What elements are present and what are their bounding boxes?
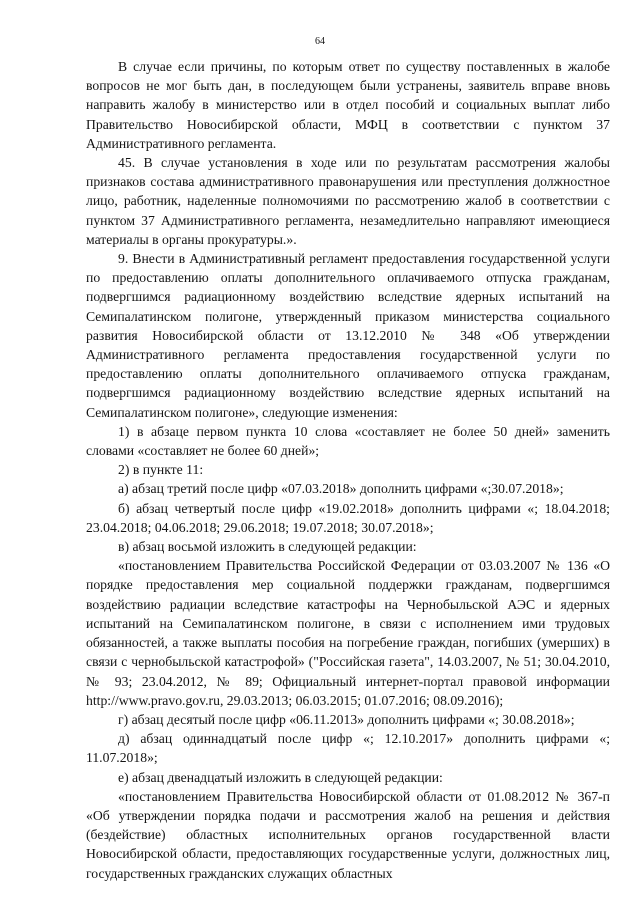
page-number: 64 — [315, 36, 325, 47]
paragraph-item-9: 9. Внести в Административный регламент предоставления государственной услуги по предоставлению оплаты дополнительного оплачиваемого отпуска гражданам, подвергшимся радиационному воздействию вследствие ядерных испытаний на Семипалатинском полигоне, утвержденный приказом министерства социального развития Новосибирской области от 13.12.2010 № 348 «Об утверждении Административного регламента предоставления государственной услуги по предоставлению оплаты дополнительного оплачиваемого отпуска гражданам, подвергшимся радиационному воздействию вследствие ядерных испытаний на Семипалатинском полигоне», следующие изменения: — [86, 251, 610, 420]
paragraph-subitem-a: а) абзац третий после цифр «07.03.2018» дополнить цифрами «;30.07.2018»; — [118, 481, 564, 497]
paragraph-complaint-resubmission: В случае если причины, по которым ответ по существу поставленных в жалобе вопросов не мог быть дан, в последующем были устранены, заявитель вправе вновь направить жалобу в министерство или в отдел пособий и социальных выплат либо Правительство Новосибирской области, МФЦ в соответствии с пунктом 37 Административного регламента. — [86, 59, 610, 151]
paragraph-subitem-2: 2) в пункте 11: — [118, 462, 204, 478]
paragraph-subitem-d: д) абзац одиннадцатый после цифр «; 12.10.2017» дополнить цифрами «; 11.07.2018»; — [86, 731, 610, 766]
document-body — [86, 57, 610, 883]
paragraph-rf-resolution: «постановлением Правительства Российской Федерации от 03.03.2007 № 136 «О порядке предоставления мер социальной поддержки гражданам, подвергшимся воздействию радиации вследствие катастрофы на Чернобыльской АЭС и ядерных испытаний на Семипалатинском полигоне, в связи с исполнением ими трудовых обязанностей, а также выплаты пособия на погребение граждан, погибших (умерших) в связи с чернобыльской катастрофой» ("Российская газета", 14.03.2007, № 51; 30.04.2010, № 93; 23.04.2012, № 89; Официальный интернет-портал правовой информации http://www.pravo.gov.ru, 29.03.2013; 06.03.2015; 01.07.2016; 08.09.2016); — [86, 558, 610, 708]
paragraph-subitem-g: г) абзац десятый после цифр «06.11.2013» дополнить цифрами «; 30.08.2018»; — [118, 711, 575, 727]
paragraph-subitem-1: 1) в абзаце первом пункта 10 слова «составляет не более 50 дней» заменить словами «составляет не более 60 дней»; — [86, 423, 610, 459]
paragraph-subitem-e: е) абзац двенадцатый изложить в следующей редакции: — [118, 769, 443, 785]
paragraph-item-45: 45. В случае установления в ходе или по результатам рассмотрения жалобы признаков состава административного правонарушения или преступления должностное лицо, работник, наделенные полномочиями по рассмотрению жалоб в соответствии с пунктом 37 Административного регламента, незамедлительно направляют имеющиеся материалы в органы прокуратуры.». — [86, 155, 610, 247]
paragraph-subitem-b: б) абзац четвертый после цифр «19.02.2018» дополнить цифрами «; 18.04.2018; 23.04.2018; 04.06.2018; 29.06.2018; 19.07.2018; 30.07.2018»; — [86, 500, 610, 535]
paragraph-nso-resolution: «постановлением Правительства Новосибирской области от 01.08.2012 № 367-п «Об утверждении порядка подачи и рассмотрения жалоб на решения и действия (бездействие) областных исполнительных органов государственной власти Новосибирской области, предоставляющих государственные услуги, должностных лиц, государственных гражданских служащих областных — [86, 788, 610, 881]
paragraph-subitem-v: в) абзац восьмой изложить в следующей редакции: — [118, 539, 417, 555]
